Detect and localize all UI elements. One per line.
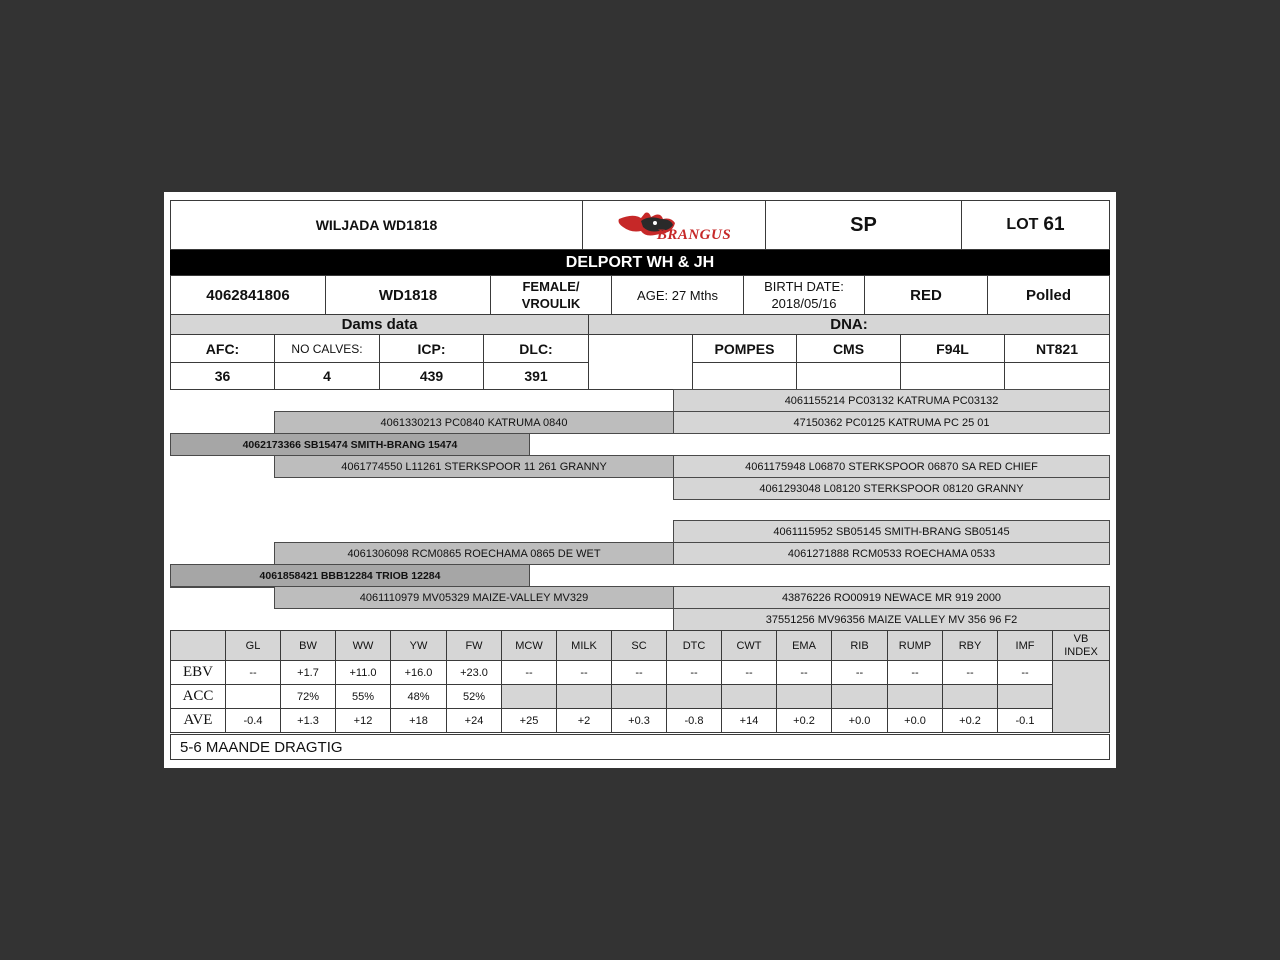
pedigree-dam: 4061858421 BBB12284 TRIOB 12284 — [170, 564, 530, 587]
owner-bar: DELPORT WH & JH — [170, 250, 1110, 275]
ebv-cell-acc-mcw — [501, 684, 557, 709]
ebv-cell-ave-mcw: +25 — [501, 708, 557, 733]
vb-index-line-2: INDEX — [1064, 645, 1098, 658]
ebv-cell-acc-rump — [887, 684, 943, 709]
ebv-cell-ave-milk: +2 — [556, 708, 612, 733]
pedigree-granddam-paternal: 4061774550 L11261 STERKSPOOR 11 261 GRANNY — [274, 455, 674, 478]
animal-name: WILJADA WD1818 — [170, 200, 583, 250]
ebv-cell-ebv-imf: -- — [997, 660, 1053, 685]
pedigree-great-grandsire-3: 4061115952 SB05145 SMITH-BRANG SB05145 — [673, 520, 1110, 543]
dams-header-1: NO CALVES: — [274, 334, 380, 363]
ebv-cell-acc-ww: 55% — [335, 684, 391, 709]
pedigree-granddam-maternal: 4061110979 MV05329 MAIZE-VALLEY MV329 — [274, 586, 674, 609]
pedigree-great-granddam-1: 47150362 PC0125 KATRUMA PC 25 01 — [673, 411, 1110, 434]
registration-number: 4062841806 — [170, 275, 326, 315]
ebv-cell-ebv-rump: -- — [887, 660, 943, 685]
ebv-cell-ebv-dtc: -- — [666, 660, 722, 685]
ebv-cell-acc-yw: 48% — [390, 684, 447, 709]
ebv-cell-acc-cwt — [721, 684, 777, 709]
dna-header-0: POMPES — [692, 334, 797, 363]
ebv-cell-ave-imf: -0.1 — [997, 708, 1053, 733]
ebv-cell-ave-rby: +0.2 — [942, 708, 998, 733]
ebv-cell-acc-milk — [556, 684, 612, 709]
pedigree-great-grandsire-4: 43876226 RO00919 NEWACE MR 919 2000 — [673, 586, 1110, 609]
dams-value-0: 36 — [170, 362, 275, 390]
ebv-cell-acc-ema — [776, 684, 832, 709]
ebv-cell-ave-ww: +12 — [335, 708, 391, 733]
pedigree-grandsire-maternal: 4061306098 RCM0865 ROECHAMA 0865 DE WET — [274, 542, 674, 565]
birth-date-label: BIRTH DATE: — [764, 279, 844, 294]
dams-header-3: DLC: — [483, 334, 589, 363]
pedigree-great-granddam-4: 37551256 MV96356 MAIZE VALLEY MV 356 96 F2 — [673, 608, 1110, 631]
ebv-cell-acc-gl — [225, 684, 281, 709]
breed-code: SP — [765, 200, 962, 250]
ebv-row-label-ave: AVE — [170, 708, 226, 733]
ebv-cell-acc-rby — [942, 684, 998, 709]
ebv-cell-acc-fw: 52% — [446, 684, 502, 709]
ebv-cell-ave-rump: +0.0 — [887, 708, 943, 733]
sex-line-2: VROULIK — [521, 296, 581, 311]
herd-id: WD1818 — [325, 275, 491, 315]
dams-header-0: AFC: — [170, 334, 275, 363]
dna-header-3: NT821 — [1004, 334, 1110, 363]
ebv-cell-ave-gl: -0.4 — [225, 708, 281, 733]
ebv-cell-ebv-ww: +11.0 — [335, 660, 391, 685]
lot-label: LOT — [1006, 216, 1039, 233]
ebv-col-header-milk: MILK — [556, 630, 612, 661]
pedigree-great-granddam-3: 4061271888 RCM0533 ROECHAMA 0533 — [673, 542, 1110, 565]
colour: RED — [864, 275, 988, 315]
ebv-cell-acc-imf — [997, 684, 1053, 709]
birth-date — [743, 275, 865, 315]
ebv-row-label-acc: ACC — [170, 684, 226, 709]
ebv-cell-ave-cwt: +14 — [721, 708, 777, 733]
birth-date-value: 2018/05/16 — [771, 296, 837, 311]
vb-index-line-1: VB — [1073, 632, 1089, 645]
vb-index-value — [1052, 660, 1110, 733]
ebv-cell-ebv-cwt: -- — [721, 660, 777, 685]
pedigree-great-granddam-2: 4061293048 L08120 STERKSPOOR 08120 GRANNY — [673, 477, 1110, 500]
lot-number: 61 — [1043, 214, 1065, 235]
ebv-col-header-gl: GL — [225, 630, 281, 661]
dna-header-2: F94L — [900, 334, 1005, 363]
dna-value-1 — [796, 362, 901, 390]
dams-value-1: 4 — [274, 362, 380, 390]
dams-value-2: 439 — [379, 362, 484, 390]
ebv-col-header-imf: IMF — [997, 630, 1053, 661]
pedigree-great-grandsire-2: 4061175948 L06870 STERKSPOOR 06870 SA RED CHIEF — [673, 455, 1110, 478]
ebv-col-header-yw: YW — [390, 630, 447, 661]
brangus-logo — [582, 200, 766, 250]
ebv-cell-ebv-gl: -- — [225, 660, 281, 685]
pregnancy-note: 5-6 MAANDE DRAGTIG — [180, 738, 343, 756]
ebv-cell-ebv-yw: +16.0 — [390, 660, 447, 685]
ebv-cell-ebv-bw: +1.7 — [280, 660, 336, 685]
notes-cell — [170, 734, 1110, 760]
pedigree-sire: 4062173366 SB15474 SMITH-BRANG 15474 — [170, 433, 530, 456]
age: AGE: 27 Mths — [611, 275, 744, 315]
ebv-cell-ebv-rby: -- — [942, 660, 998, 685]
ebv-col-header-cwt: CWT — [721, 630, 777, 661]
ebv-col-header-sc: SC — [611, 630, 667, 661]
horn-status: Polled — [987, 275, 1110, 315]
ebv-cell-ebv-sc: -- — [611, 660, 667, 685]
sex — [490, 275, 612, 315]
ebv-cell-ebv-ema: -- — [776, 660, 832, 685]
dams-value-3: 391 — [483, 362, 589, 390]
ebv-cell-ave-dtc: -0.8 — [666, 708, 722, 733]
logo-text: BRANGUS — [656, 227, 732, 243]
ebv-cell-ebv-mcw: -- — [501, 660, 557, 685]
dams-header-2: ICP: — [379, 334, 484, 363]
ebv-corner — [170, 630, 226, 661]
dna-title: DNA: — [588, 314, 1110, 335]
lot-card — [164, 192, 1116, 768]
ebv-col-header-fw: FW — [446, 630, 502, 661]
ebv-cell-ave-yw: +18 — [390, 708, 447, 733]
dams-data-title: Dams data — [170, 314, 589, 335]
dna-value-0 — [692, 362, 797, 390]
ebv-col-header-rump: RUMP — [887, 630, 943, 661]
ebv-cell-acc-rib — [831, 684, 888, 709]
pedigree-great-grandsire-1: 4061155214 PC03132 KATRUMA PC03132 — [673, 389, 1110, 412]
ebv-cell-acc-bw: 72% — [280, 684, 336, 709]
ebv-col-header-rib: RIB — [831, 630, 888, 661]
ebv-cell-ave-rib: +0.0 — [831, 708, 888, 733]
ebv-cell-ave-ema: +0.2 — [776, 708, 832, 733]
ebv-col-header-ww: WW — [335, 630, 391, 661]
ebv-col-header-rby: RBY — [942, 630, 998, 661]
ebv-cell-ave-bw: +1.3 — [280, 708, 336, 733]
ebv-col-header-mcw: MCW — [501, 630, 557, 661]
ebv-row-label-ebv: EBV — [170, 660, 226, 685]
ebv-cell-ave-fw: +24 — [446, 708, 502, 733]
lot-number-cell — [961, 200, 1110, 250]
dna-blank-cell — [588, 334, 693, 390]
ebv-cell-acc-dtc — [666, 684, 722, 709]
ebv-col-header-bw: BW — [280, 630, 336, 661]
pedigree-grandsire-paternal: 4061330213 PC0840 KATRUMA 0840 — [274, 411, 674, 434]
ebv-col-header-ema: EMA — [776, 630, 832, 661]
ebv-cell-ebv-rib: -- — [831, 660, 888, 685]
sex-line-1: FEMALE/ — [522, 279, 580, 294]
dna-header-1: CMS — [796, 334, 901, 363]
ebv-cell-ave-sc: +0.3 — [611, 708, 667, 733]
ebv-col-header-dtc: DTC — [666, 630, 722, 661]
ebv-cell-ebv-fw: +23.0 — [446, 660, 502, 685]
vb-index-header — [1052, 630, 1110, 661]
dna-value-3 — [1004, 362, 1110, 390]
ebv-cell-ebv-milk: -- — [556, 660, 612, 685]
ebv-cell-acc-sc — [611, 684, 667, 709]
dna-value-2 — [900, 362, 1005, 390]
